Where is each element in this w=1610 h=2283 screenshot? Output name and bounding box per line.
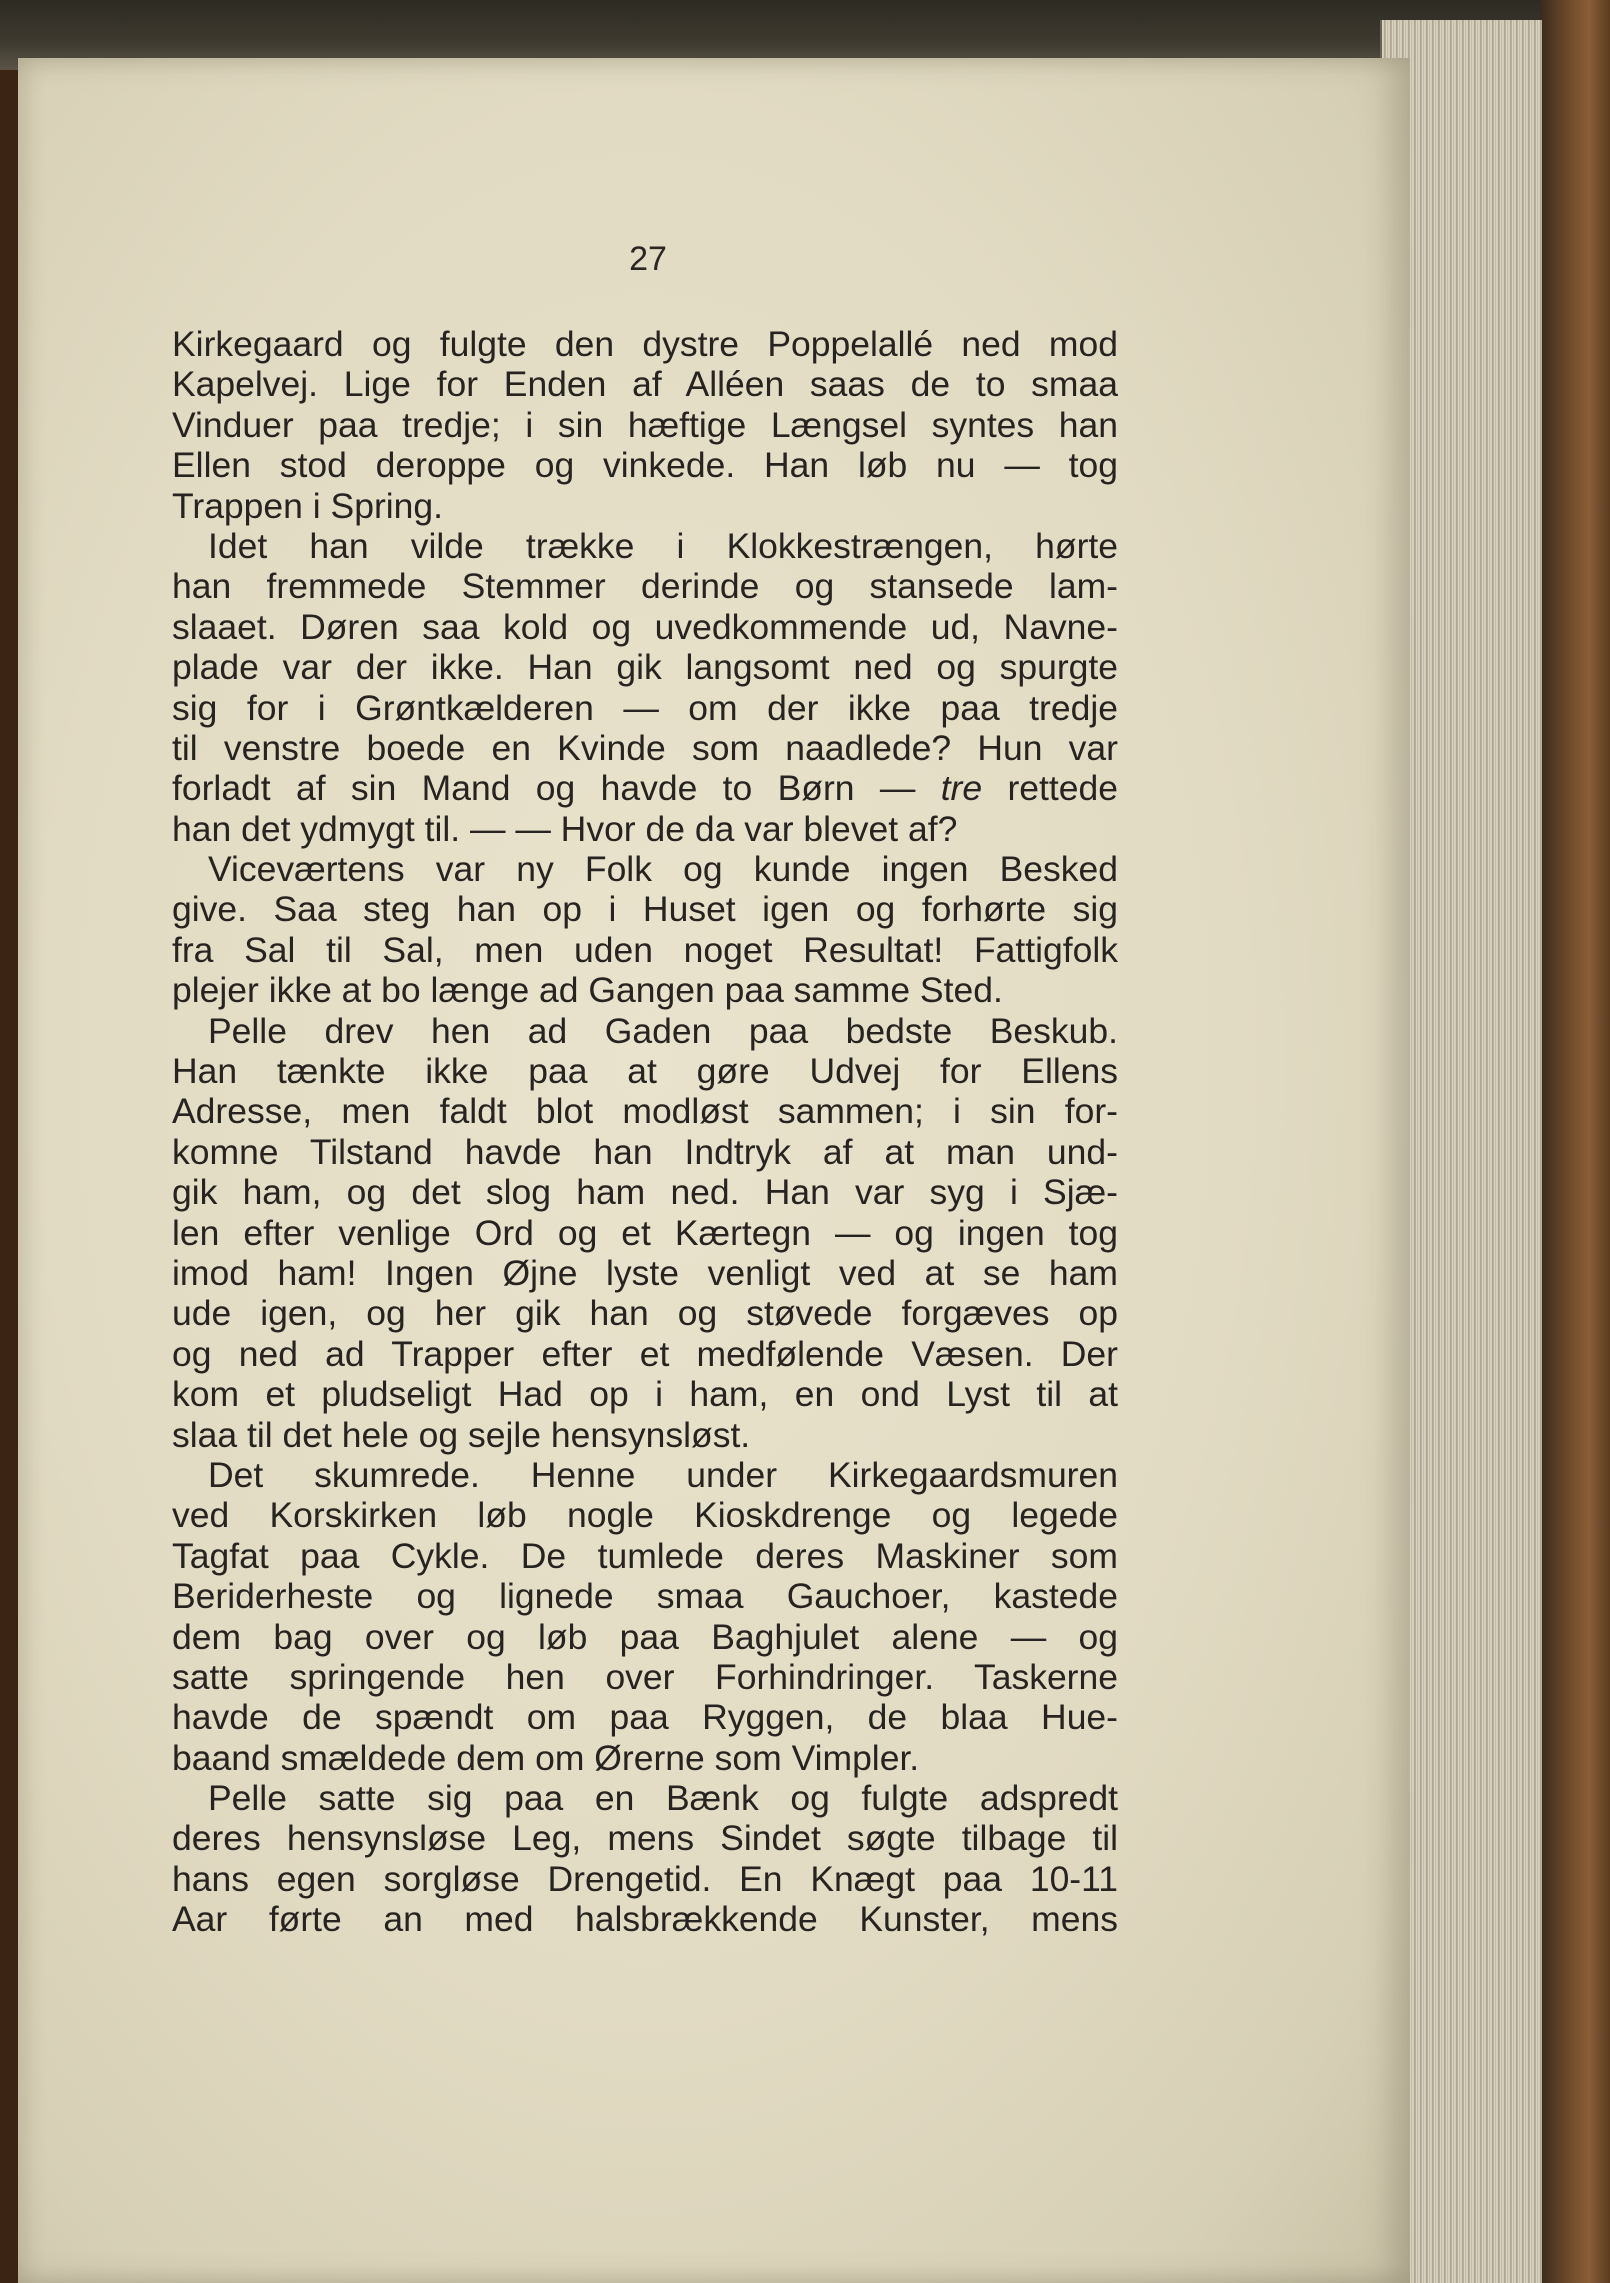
text-line: dem bag over og løb paa Baghjulet alene — og xyxy=(172,1616,1118,1657)
page-number: 27 xyxy=(629,240,667,278)
text-line: fra Sal til Sal, men uden noget Resultat! Fattigfolk xyxy=(172,929,1118,970)
book-cover-edge xyxy=(1540,0,1610,2283)
text-line: Viceværtens var ny Folk og kunde ingen Besked xyxy=(208,849,1118,890)
text-line: Ellen stod deroppe og vinkede. Han løb nu — tog xyxy=(172,445,1118,486)
body-text xyxy=(172,324,1118,1940)
text-line: slaaet. Døren saa kold og uvedkommende ud, Navne- xyxy=(172,606,1118,647)
text-line: komne Tilstand havde han Indtryk af at man und- xyxy=(172,1131,1118,1172)
text-line-part: forladt af sin Mand og havde to Børn — xyxy=(172,768,916,809)
text-line: sig for i Grøntkælderen — om der ikke paa tredje xyxy=(172,687,1118,728)
text-line: deres hensynsløse Leg, mens Sindet søgte tilbage til xyxy=(172,1818,1118,1859)
text-line: Aar førte an med halsbrækkende Kunster, mens xyxy=(172,1899,1118,1940)
text-line-with-italic xyxy=(172,768,1118,808)
text-line: imod ham! Ingen Øjne lyste venligt ved at se ham xyxy=(172,1252,1118,1293)
text-line: Kirkegaard og fulgte den dystre Poppelallé ned mod xyxy=(172,324,1118,364)
text-line: Idet han vilde trække i Klokkestrængen, hørte xyxy=(208,525,1118,566)
text-line: Tagfat paa Cykle. De tumlede deres Maskiner som xyxy=(172,1535,1118,1576)
text-line: Beriderheste og lignede smaa Gauchoer, kastede xyxy=(172,1576,1118,1617)
text-line: give. Saa steg han op i Huset igen og forhørte sig xyxy=(172,889,1118,930)
text-line: ved Korskirken løb nogle Kioskdrenge og legede xyxy=(172,1495,1118,1536)
text-line: baand smældede dem om Ørerne som Vimpler. xyxy=(172,1737,920,1778)
text-line: satte springende hen over Forhindringer. Taskerne xyxy=(172,1656,1118,1697)
text-line: gik ham, og det slog ham ned. Han var syg i Sjæ- xyxy=(172,1172,1118,1213)
text-line: Trappen i Spring. xyxy=(172,485,443,526)
text-line: Han tænkte ikke paa at gøre Udvej for Ellens xyxy=(172,1051,1118,1092)
text-line-part: rettede xyxy=(1007,768,1118,809)
text-line: Adresse, men faldt blot modløst sammen; i sin for- xyxy=(172,1091,1118,1132)
text-line: plejer ikke at bo længe ad Gangen paa samme Sted. xyxy=(172,970,1003,1011)
text-line: ude igen, og her gik han og støvede forgæves op xyxy=(172,1293,1118,1334)
text-line: Pelle drev hen ad Gaden paa bedste Beskub. xyxy=(208,1010,1118,1051)
text-line: Det skumrede. Henne under Kirkegaardsmuren xyxy=(208,1454,1118,1495)
text-line: hans egen sorgløse Drengetid. En Knægt paa 10-11 xyxy=(172,1858,1118,1899)
text-line: til venstre boede en Kvinde som naadlede? Hun var xyxy=(172,727,1118,768)
text-line: Pelle satte sig paa en Bænk og fulgte adspredt xyxy=(208,1778,1118,1819)
text-line: Vinduer paa tredje; i sin hæftige Længsel syntes han xyxy=(172,404,1118,445)
text-line: havde de spændt om paa Ryggen, de blaa Hue- xyxy=(172,1697,1118,1738)
italic-word: tre xyxy=(940,768,983,809)
text-line: og ned ad Trapper efter et medfølende Væsen. Der xyxy=(172,1333,1118,1374)
text-line: len efter venlige Ord og et Kærtegn — og ingen tog xyxy=(172,1212,1118,1253)
text-line: Kapelvej. Lige for Enden af Alléen saas de to smaa xyxy=(172,364,1118,405)
text-line: plade var der ikke. Han gik langsomt ned og spurgte xyxy=(172,647,1118,688)
text-line: slaa til det hele og sejle hensynsløst. xyxy=(172,1414,751,1455)
text-line: kom et pludseligt Had op i ham, en ond Lyst til at xyxy=(172,1374,1118,1415)
text-line: han fremmede Stemmer derinde og stansede lam- xyxy=(172,566,1118,607)
book-page xyxy=(18,58,1410,2283)
text-line: han det ydmygt til. — — Hvor de da var blevet af? xyxy=(172,808,958,849)
